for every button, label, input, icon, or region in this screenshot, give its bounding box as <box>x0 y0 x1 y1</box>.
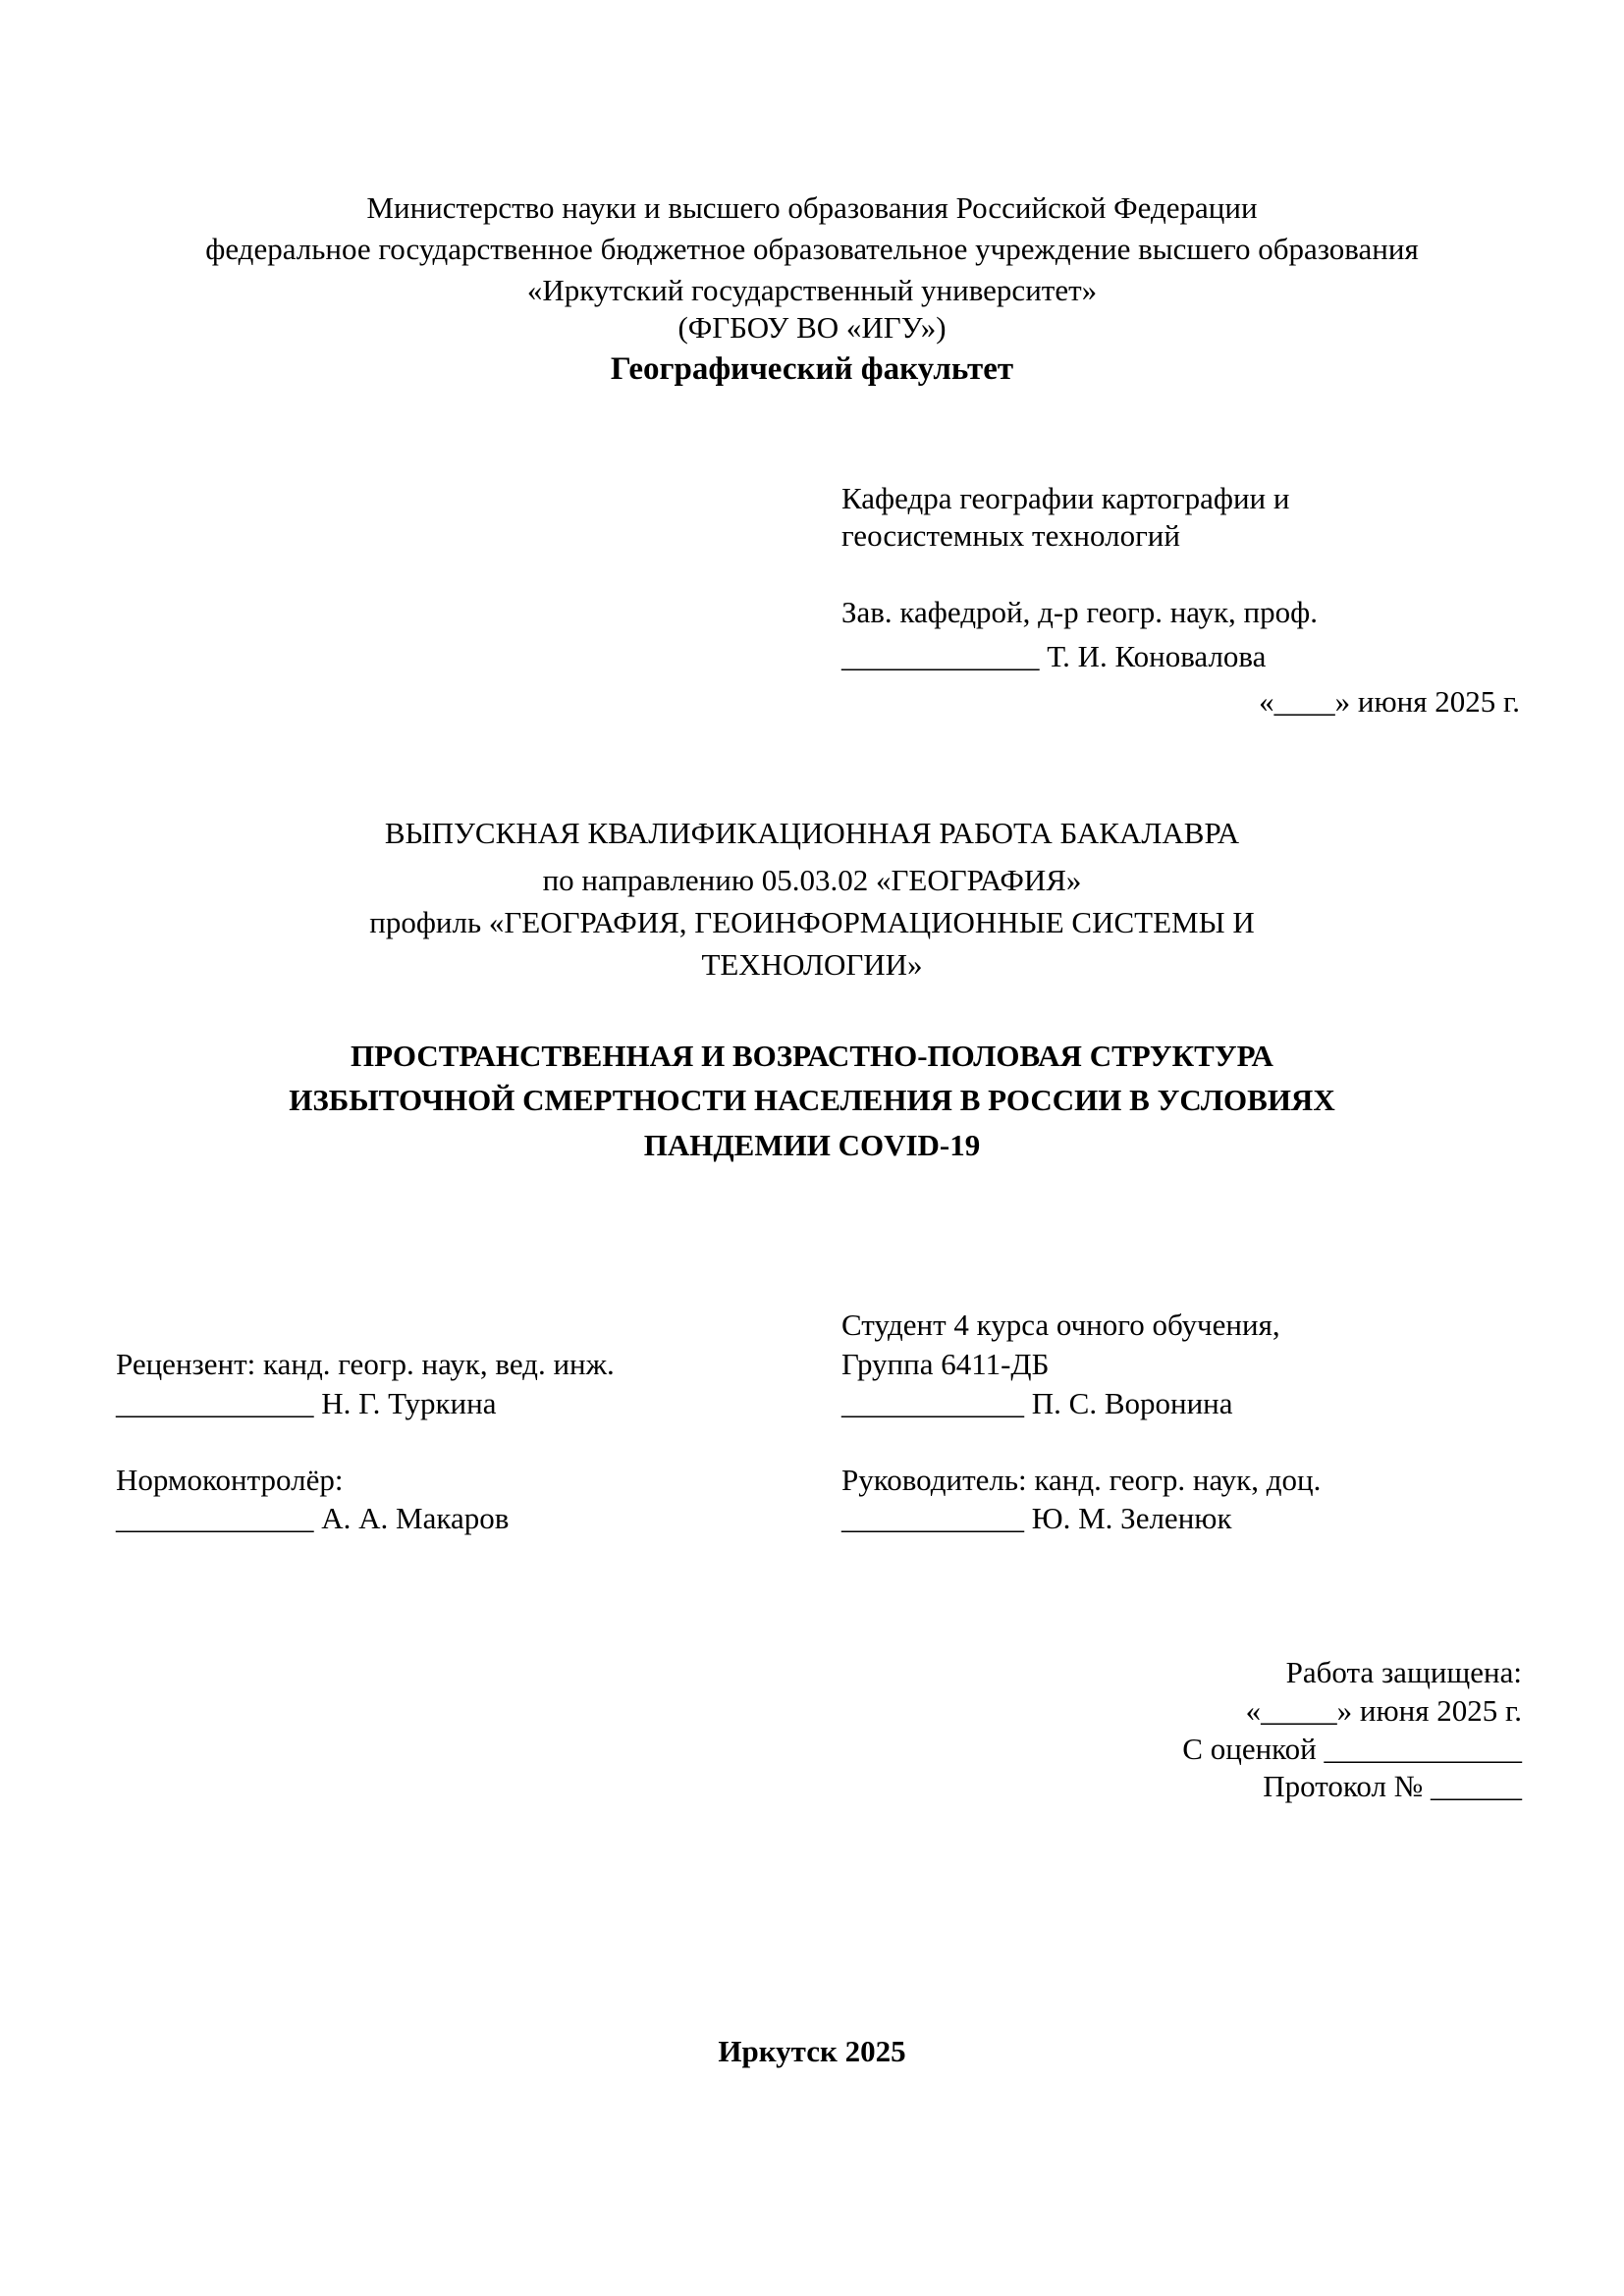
student-signature: ____________ П. С. Воронина <box>841 1386 1233 1420</box>
department-line-2: геосистемных технологий <box>841 518 1180 553</box>
supervisor-signature: ____________ Ю. М. Зеленюк <box>841 1501 1232 1535</box>
department-line-1: Кафедра географии картографии и <box>841 481 1290 515</box>
university-name: «Иркутский государственный университет» <box>526 273 1098 307</box>
institution-type-line: федеральное государственное бюджетное образовательное учреждение высшего образования <box>205 232 1419 266</box>
city-year: Иркутск 2025 <box>718 2034 906 2068</box>
work-direction: по направлению 05.03.02 «ГЕОГРАФИЯ» <box>542 863 1082 897</box>
work-title-line-3: ПАНДЕМИИ COVID-19 <box>643 1128 981 1162</box>
defense-date: «_____» июня 2025 г. <box>1245 1693 1522 1728</box>
ministry-line: Министерство науки и высшего образования Российской Федерации <box>366 190 1258 225</box>
supervisor-title: Руководитель: канд. геогр. наук, доц. <box>841 1463 1322 1497</box>
defense-grade: С оценкой _____________ <box>1182 1732 1522 1766</box>
work-title-line-1: ПРОСТРАНСТВЕННАЯ И ВОЗРАСТНО-ПОЛОВАЯ СТРУКТУРА <box>351 1039 1273 1073</box>
university-abbreviation: (ФГБОУ ВО «ИГУ») <box>677 310 947 345</box>
work-title-line-2: ИЗБЫТОЧНОЙ СМЕРТНОСТИ НАСЕЛЕНИЯ В РОССИИ В УСЛОВИЯХ <box>289 1083 1335 1117</box>
department-head-title: Зав. кафедрой, д-р геогр. наук, проф. <box>841 595 1318 629</box>
approval-date: «____» июня 2025 г. <box>1259 684 1520 719</box>
work-profile-line-2: ТЕХНОЛОГИИ» <box>701 947 923 982</box>
reviewer-signature: _____________ Н. Г. Туркина <box>116 1386 497 1420</box>
normcontrol-signature: _____________ А. А. Макаров <box>116 1501 510 1535</box>
department-head-signature: _____________ Т. И. Коновалова <box>841 639 1267 673</box>
student-course: Студент 4 курса очного обучения, <box>841 1308 1280 1342</box>
normcontrol-title: Нормоконтролёр: <box>116 1463 344 1497</box>
work-type: ВЫПУСКНАЯ КВАЛИФИКАЦИОННАЯ РАБОТА БАКАЛАВРА <box>384 816 1240 850</box>
student-group: Группа 6411-ДБ <box>841 1347 1050 1381</box>
faculty-name: Географический факультет <box>610 351 1014 387</box>
reviewer-title: Рецензент: канд. геогр. наук, вед. инж. <box>116 1347 615 1381</box>
work-profile-line-1: профиль «ГЕОГРАФИЯ, ГЕОИНФОРМАЦИОННЫЕ СИСТЕМЫ И <box>369 905 1255 939</box>
defense-status: Работа защищена: <box>1285 1655 1522 1689</box>
defense-protocol: Протокол № ______ <box>1263 1769 1522 1803</box>
